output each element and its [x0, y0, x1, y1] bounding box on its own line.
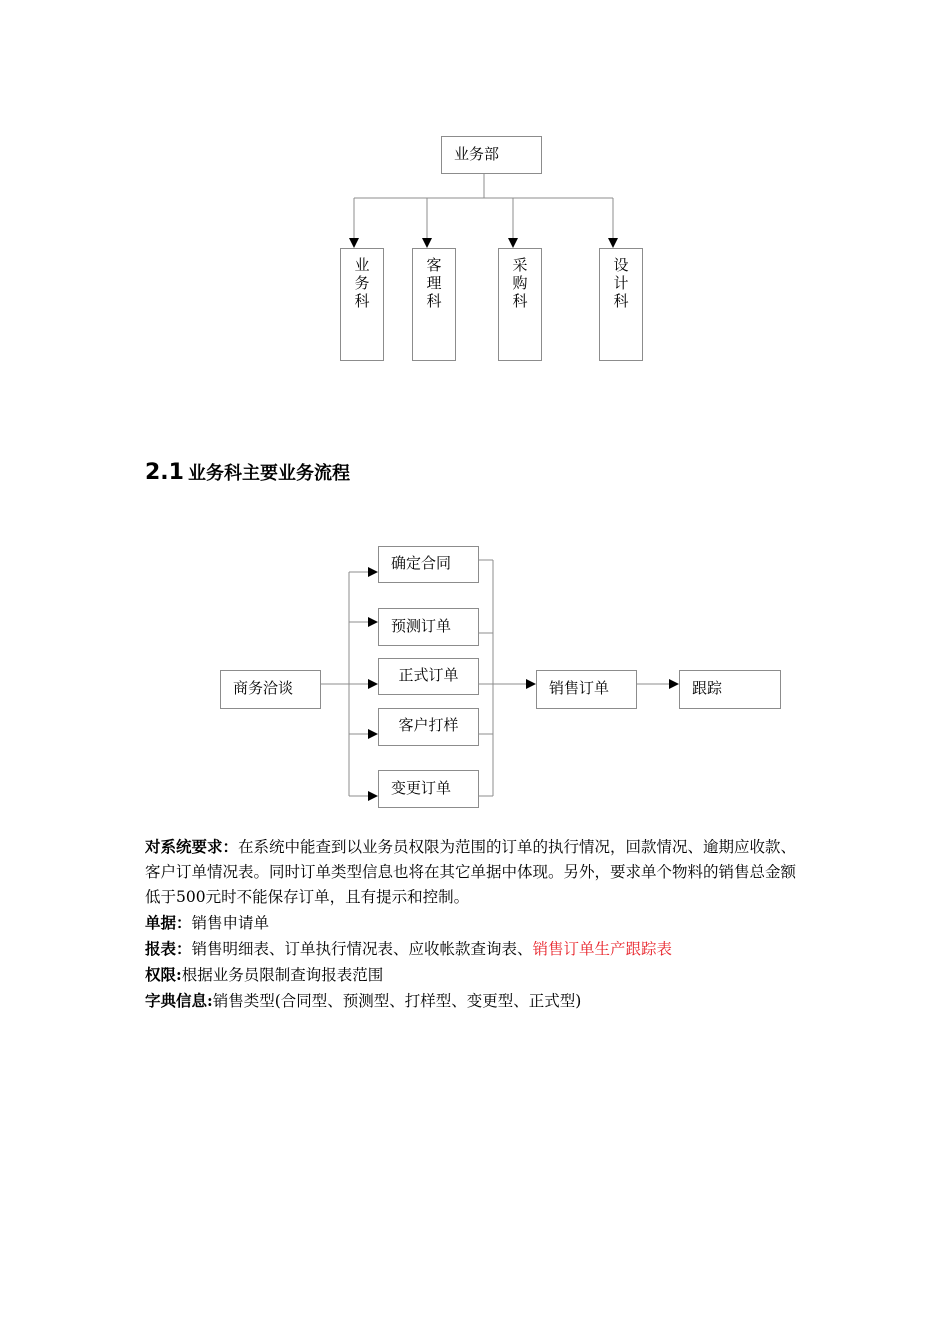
reports-line	[145, 936, 810, 962]
flow-branch-label: 正式订单	[398, 666, 459, 684]
flow-end-label: 跟踪	[692, 679, 723, 697]
flow-start-label: 商务洽谈	[233, 679, 294, 697]
org-child-char: 计	[613, 274, 629, 292]
org-child-char: 科	[354, 292, 370, 310]
system-requirement-text: 在系统中能查到以业务员权限为范围的订单的执行情况，回款情况、逾期应收款、客户订单情况表。同时订单类型信息也将在其它单据中体现。另外，要求单个物料的销售总金额低于500元时不能保存订单，且有提示和控制。	[145, 838, 797, 906]
org-child-char: 科	[613, 292, 629, 310]
permission-line	[145, 962, 810, 988]
flow-branch-box	[378, 770, 479, 808]
org-root-label: 业务部	[454, 145, 500, 163]
system-requirement-paragraph	[145, 834, 810, 910]
org-child-char: 采	[512, 256, 528, 274]
documents-label: 单据：	[145, 913, 192, 932]
permission-label: 权限:	[145, 965, 182, 984]
org-root-box	[441, 136, 542, 174]
flow-branch-box	[378, 708, 479, 746]
org-child-box-customer	[412, 248, 456, 361]
documents-text: 销售申请单	[191, 914, 270, 932]
flow-end-box	[679, 670, 781, 709]
section-number: 2.1	[145, 460, 184, 485]
flow-branch-label: 预测订单	[391, 617, 452, 635]
org-child-char: 科	[512, 292, 528, 310]
org-child-char: 客	[426, 256, 442, 274]
dictionary-text: 销售类型(合同型、预测型、打样型、变更型、正式型)	[212, 992, 582, 1010]
flow-branch-label: 确定合同	[391, 554, 452, 572]
dictionary-label: 字典信息:	[145, 991, 213, 1010]
org-child-char: 理	[426, 274, 442, 292]
requirements-section	[145, 834, 810, 1014]
flow-branch-box	[378, 658, 479, 695]
org-child-box-sales	[340, 248, 384, 361]
system-requirement-label: 对系统要求：	[145, 837, 239, 856]
org-child-box-design	[599, 248, 643, 361]
documents-line	[145, 910, 810, 936]
reports-label: 报表：	[145, 939, 192, 958]
org-child-char: 业	[354, 256, 370, 274]
org-child-char: 务	[354, 274, 370, 292]
reports-highlight-text: 销售订单生产跟踪表	[532, 940, 673, 958]
org-child-char: 科	[426, 292, 442, 310]
flow-branch-label: 变更订单	[391, 779, 452, 797]
org-chart-connectors	[354, 174, 613, 247]
dictionary-line	[145, 988, 810, 1014]
org-child-char: 设	[613, 256, 629, 274]
flow-branch-box	[378, 546, 479, 583]
flow-start-box	[220, 670, 321, 709]
flow-merge-box	[536, 670, 637, 709]
flow-branch-box	[378, 608, 479, 646]
org-child-box-purchasing	[498, 248, 542, 361]
reports-text: 销售明细表、订单执行情况表、应收帐款查询表、	[191, 940, 533, 958]
flow-branch-label: 客户打样	[398, 716, 459, 734]
org-child-char: 购	[512, 274, 528, 292]
flow-merge-label: 销售订单	[549, 679, 610, 697]
section-title: 业务科主要业务流程	[187, 463, 350, 484]
permission-text: 根据业务员限制查询报表范围	[181, 966, 384, 984]
section-heading	[145, 456, 350, 485]
